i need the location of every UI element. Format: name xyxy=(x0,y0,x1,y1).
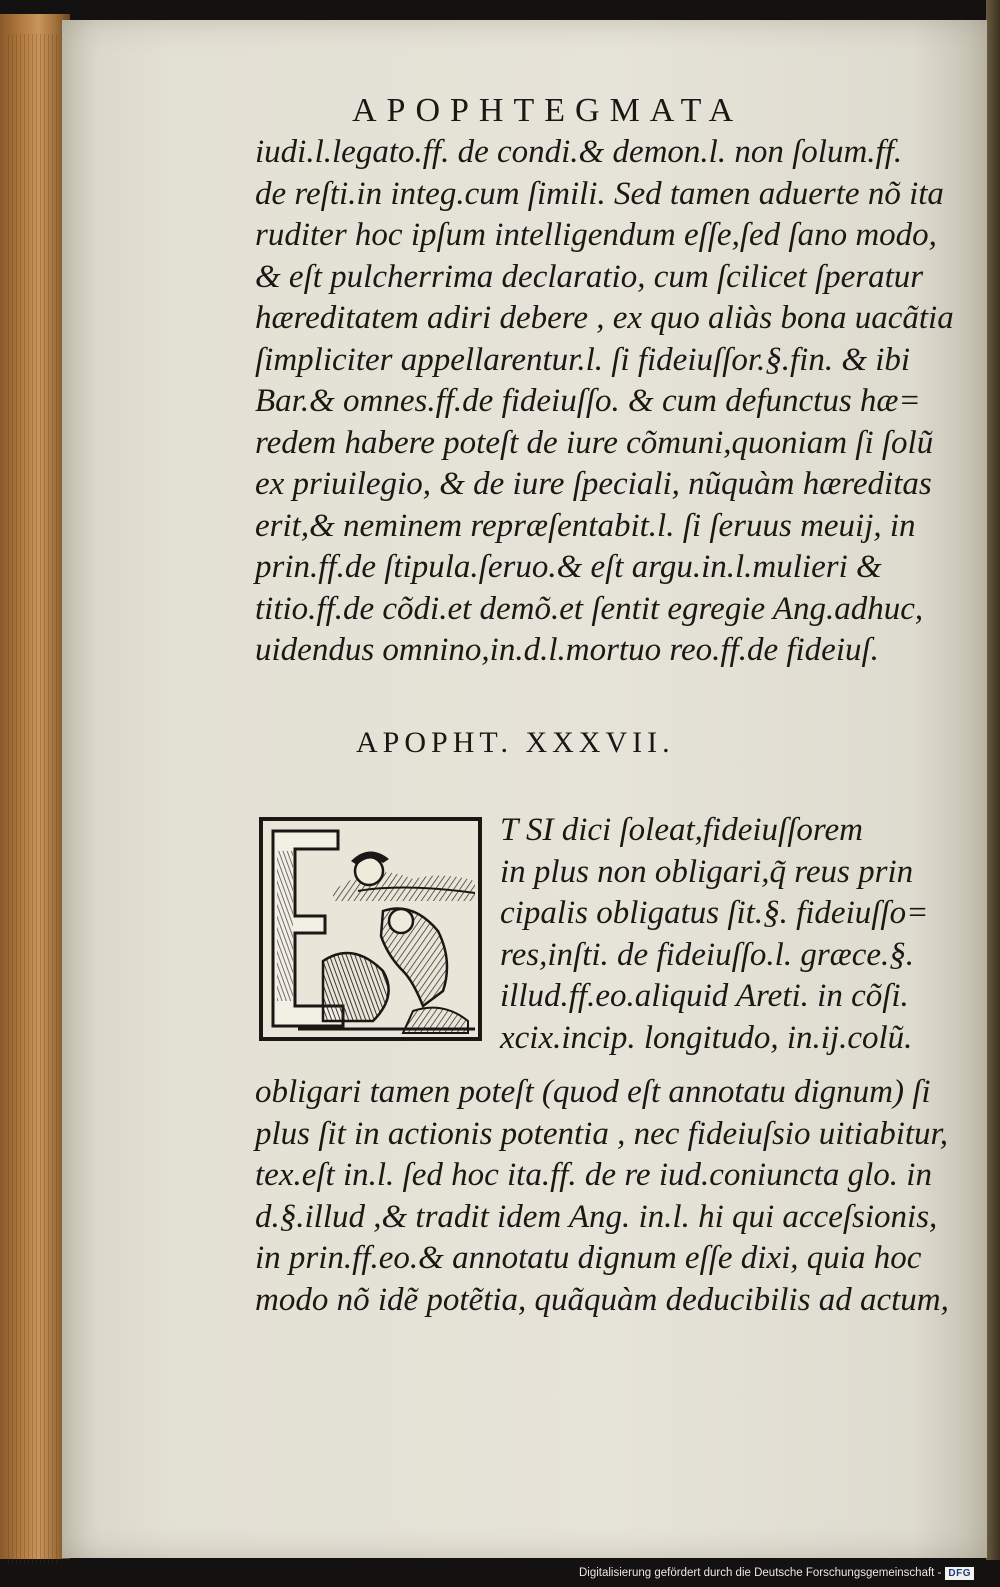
woodcut-initial-e-image xyxy=(259,817,482,1041)
text-line: illud.ff.eo.aliquid Areti. in cõſi. xyxy=(500,978,909,1014)
text-line: xcix.incip. longitudo, in.ij.colũ. xyxy=(500,1019,913,1056)
text-line: in prin.ff.eo.& annotatu dignum eſſe dixi, quia hoc xyxy=(255,1240,922,1276)
paragraph-beside-initial xyxy=(500,810,930,1059)
text-line: hæreditatem adiri debere , ex quo aliàs bona uacãtia xyxy=(255,300,954,336)
text-line: ex priuilegio, & de iure ſpeciali, nũquàm hæreditas xyxy=(255,466,932,502)
funding-footer xyxy=(579,1563,974,1583)
text-line: erit,& neminem repræſentabit.l. ſi ſeruus meuij, in xyxy=(255,507,916,544)
text-line: ſimpliciter appellarentur.l. ſi fideiuſſor.§.fin. & ibi xyxy=(255,341,911,378)
book-fore-edge xyxy=(0,14,70,1559)
footer-text: Digitalisierung gefördert durch die Deutsche Forschungsgemeinschaft - xyxy=(578,1567,942,1579)
page-edges xyxy=(8,34,58,1564)
text-line: d.§.illud ,& tradit idem Ang. in.l. hi qui acceſsionis, xyxy=(255,1198,938,1235)
text-line: plus ſit in actionis potentia , nec fideiuſsio uitiabitur, xyxy=(255,1115,948,1152)
text-line: de reſti.in integ.cum ſimili. Sed tamen aduerte nõ ita xyxy=(255,175,944,212)
paragraph-top xyxy=(255,132,954,672)
text-line: in plus non obligari,q̃ reus prin xyxy=(500,853,914,890)
text-line: T SI dici ſoleat,fideiuſſorem xyxy=(500,812,863,848)
text-line: modo nõ idẽ potẽtia, quãquàm deducibilis ad actum, xyxy=(255,1281,949,1318)
text-line: iudi.l.legato.ff. de condi.& demon.l. non ſolum.ff. xyxy=(255,134,903,170)
paragraph-bottom xyxy=(255,1072,949,1321)
text-line: titio.ff.de cõdi.et demõ.et ſentit egregie Ang.adhuc, xyxy=(255,590,924,627)
section-heading: APOPHT. XXXVII. xyxy=(356,726,675,759)
text-line: & eſt pulcherrima declaratio, cum ſcilicet ſperatur xyxy=(255,258,924,295)
facing-page-edge xyxy=(986,0,1000,1560)
text-line: ruditer hoc ipſum intelligendum eſſe,ſed ſano modo, xyxy=(255,217,937,253)
text-line: Bar.& omnes.ff.de fideiuſſo. & cum defunctus hæ= xyxy=(255,383,921,419)
text-line: uidendus omnino,in.d.l.mortuo reo.ff.de fideiuſ. xyxy=(255,632,879,668)
running-head: APOPHTEGMATA xyxy=(352,92,744,129)
text-line: tex.eſt in.l. ſed hoc ita.ff. de re iud.coniuncta glo. in xyxy=(255,1157,932,1193)
text-line: res,inſti. de fideiuſſo.l. græce.§. xyxy=(500,936,914,973)
text-line: redem habere poteſt de iure cõmuni,quoniam ſi ſolũ xyxy=(255,424,934,461)
text-line: cipalis obligatus ſit.§. fideiuſſo= xyxy=(500,895,929,931)
text-line: obligari tamen poteſt (quod eſt annotatu dignum) ſi xyxy=(255,1074,931,1110)
dfg-logo: DFG xyxy=(945,1567,974,1580)
text-line: prin.ff.de ſtipula.ſeruo.& eſt argu.in.l.mulieri & xyxy=(255,549,882,585)
